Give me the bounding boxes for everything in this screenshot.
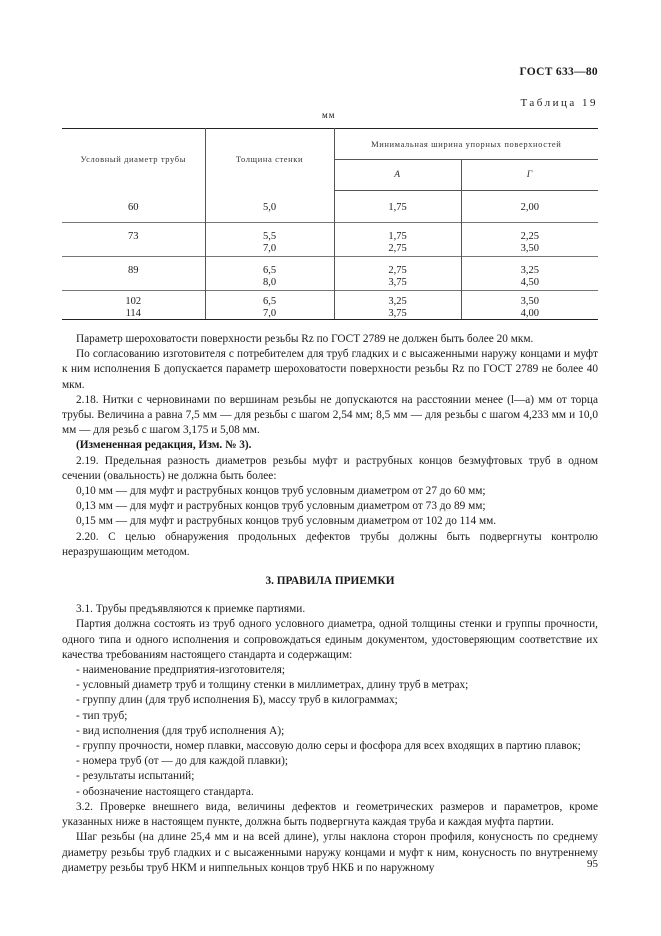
cell-thickness — [205, 291, 334, 320]
cell-diameter — [62, 257, 205, 291]
cell-value: 1,75 — [388, 231, 407, 242]
paragraph: По согласованию изготовителя с потребителем для труб гладких и с высаженными наружу концами и муфт к ним исполнения Б допускается параметр шероховатости поверхности резьбы Rz по ГОСТ 2789 не более 40 мкм. — [62, 348, 598, 391]
cell-value: 2,75 — [388, 265, 407, 276]
cell-value: 2,25 — [520, 231, 539, 242]
paragraph: - номера труб (от — до для каждой плавки); — [76, 755, 288, 768]
paragraph: 3.1. Трубы предъявляются к приемке партиями. — [76, 603, 306, 616]
cell-a — [334, 191, 461, 223]
cell-value: 102 — [125, 296, 142, 307]
cell-value: 3,25 — [388, 296, 407, 307]
body-text — [62, 332, 598, 876]
section-title: 3. ПРАВИЛА ПРИЕМКИ — [265, 575, 395, 588]
cell-thickness — [205, 223, 334, 257]
paragraph: - группу длин (для труб исполнения Б), массу труб в килограммах; — [76, 694, 398, 707]
cell-a — [334, 223, 461, 257]
cell-value: 6,5 — [262, 296, 277, 307]
header-min-width: Минимальная ширина упорных поверхностей — [334, 129, 598, 160]
paragraph-list — [62, 332, 598, 560]
paragraph: - наименование предприятия-изготовителя; — [76, 664, 285, 677]
cell-value: 2,75 — [388, 242, 407, 254]
paragraph: Шаг резьбы (на длине 25,4 мм и на всей длине), углы наклона сторон профиля, конусность по среднему диаметру резьбы труб гладких и с высаженными наружу концами и муфт к ним, конусность по внутреннему диаметру резьбы труб НКМ и ниппельных концов труб НКБ и по наружному — [62, 831, 598, 874]
paragraph: 0,10 мм — для муфт и раструбных концов труб условным диаметром от 27 до 60 мм; — [76, 485, 486, 498]
paragraph: 0,15 мм — для муфт и раструбных концов труб условным диаметром от 102 до 114 мм. — [76, 515, 497, 528]
paragraph: (Измененная редакция, Изм. № 3). — [76, 439, 252, 452]
header-col-g: Г — [461, 160, 598, 191]
page-number: 95 — [587, 858, 598, 870]
table-row — [62, 191, 598, 223]
paragraph: Партия должна состоять из труб одного условного диаметра, одной толщины стенки и группы прочности, одного типа и одного исполнения и сопровождаться единым документом, удостоверяющим соответствие их качества требованиям настоящего стандарта и содержащим: — [62, 618, 598, 661]
cell-value: 3,50 — [520, 296, 539, 307]
cell-value: 7,0 — [262, 242, 277, 254]
cell-value: 114 — [125, 307, 141, 319]
paragraph: 3.2. Проверке внешнего вида, величины дефектов и геометрических размеров и параметров, кроме указанных ниже в настоящем пункте, должна быть подвергнута каждая труба и каждая муфта партии. — [62, 800, 598, 829]
cell-thickness — [205, 191, 334, 223]
cell-value: 5,0 — [262, 201, 277, 213]
thread-width-table — [62, 128, 598, 320]
cell-diameter — [62, 191, 205, 223]
cell-value: 5,5 — [262, 231, 277, 242]
cell-value: 3,50 — [520, 242, 539, 254]
cell-value: 2,00 — [520, 202, 539, 213]
paragraph: 2.18. Нитки с черновинами по вершинам резьбы не допускаются на расстоянии менее (l—a) мм от торца трубы. Величина a равна 7,5 мм — для резьбы с шагом 2,54 мм; 8,5 мм — для резьбы с шагом 4,233 мм и 10,0 мм — для резьб с шагом 3,175 и 5,08 мм. — [62, 393, 598, 437]
table-caption: Таблица 19 — [520, 97, 598, 109]
cell-value: 6,5 — [262, 265, 277, 276]
header-wall-thickness: Толщина стенки — [205, 129, 334, 191]
table-row — [62, 291, 598, 320]
cell-value: 8,0 — [262, 276, 277, 288]
cell-value: 4,00 — [520, 307, 539, 319]
cell-value: 3,25 — [520, 265, 539, 276]
cell-value: 89 — [128, 265, 139, 276]
table-body — [62, 191, 598, 320]
cell-a — [334, 291, 461, 320]
cell-g — [461, 291, 598, 320]
cell-diameter — [62, 223, 205, 257]
table-row — [62, 223, 598, 257]
paragraph: - тип труб; — [76, 709, 128, 722]
section-paragraph-list — [62, 602, 598, 876]
cell-value: 3,75 — [388, 276, 407, 288]
paragraph: - вид исполнения (для труб исполнения А); — [76, 724, 285, 737]
paragraph: 0,13 мм — для муфт и раструбных концов труб условным диаметром от 73 до 89 мм; — [76, 500, 486, 513]
cell-value: 73 — [128, 231, 139, 242]
standard-designation: ГОСТ 633—80 — [519, 66, 598, 78]
cell-value: 7,0 — [262, 307, 277, 319]
cell-g — [461, 223, 598, 257]
cell-value: 4,50 — [520, 276, 539, 288]
paragraph: - условный диаметр труб и толщину стенки в миллиметрах, длину труб в метрах; — [76, 679, 469, 692]
header-nominal-diameter: Условный диаметр трубы — [62, 129, 205, 191]
paragraph: - результаты испытаний; — [76, 770, 195, 783]
cell-g — [461, 257, 598, 291]
table-row — [62, 257, 598, 291]
cell-diameter — [62, 291, 205, 320]
cell-value: 3,75 — [388, 307, 407, 319]
cell-value: 1,75 — [388, 202, 407, 213]
paragraph: 2.19. Предельная разность диаметров резьбы муфт и раструбных концов безмуфтовых труб в одном сечении (овальность) не должна быть более: — [62, 454, 598, 482]
paragraph: Параметр шероховатости поверхности резьбы Rz по ГОСТ 2789 не должен быть более 20 мкм. — [76, 333, 534, 345]
cell-value: 60 — [128, 201, 139, 213]
paragraph: - группу прочности, номер плавки, массовую долю серы и фосфора для всех входящих в партию плавок; — [76, 740, 581, 753]
cell-thickness — [205, 257, 334, 291]
header-col-a: А — [334, 160, 461, 191]
paragraph: - обозначение настоящего стандарта. — [76, 785, 254, 798]
cell-g — [461, 191, 598, 223]
paragraph: 2.20. С целью обнаружения продольных дефектов трубы должны быть подвергнуты контролю неразрушающим методом. — [62, 530, 598, 558]
table-units: мм — [322, 110, 336, 120]
cell-a — [334, 257, 461, 291]
